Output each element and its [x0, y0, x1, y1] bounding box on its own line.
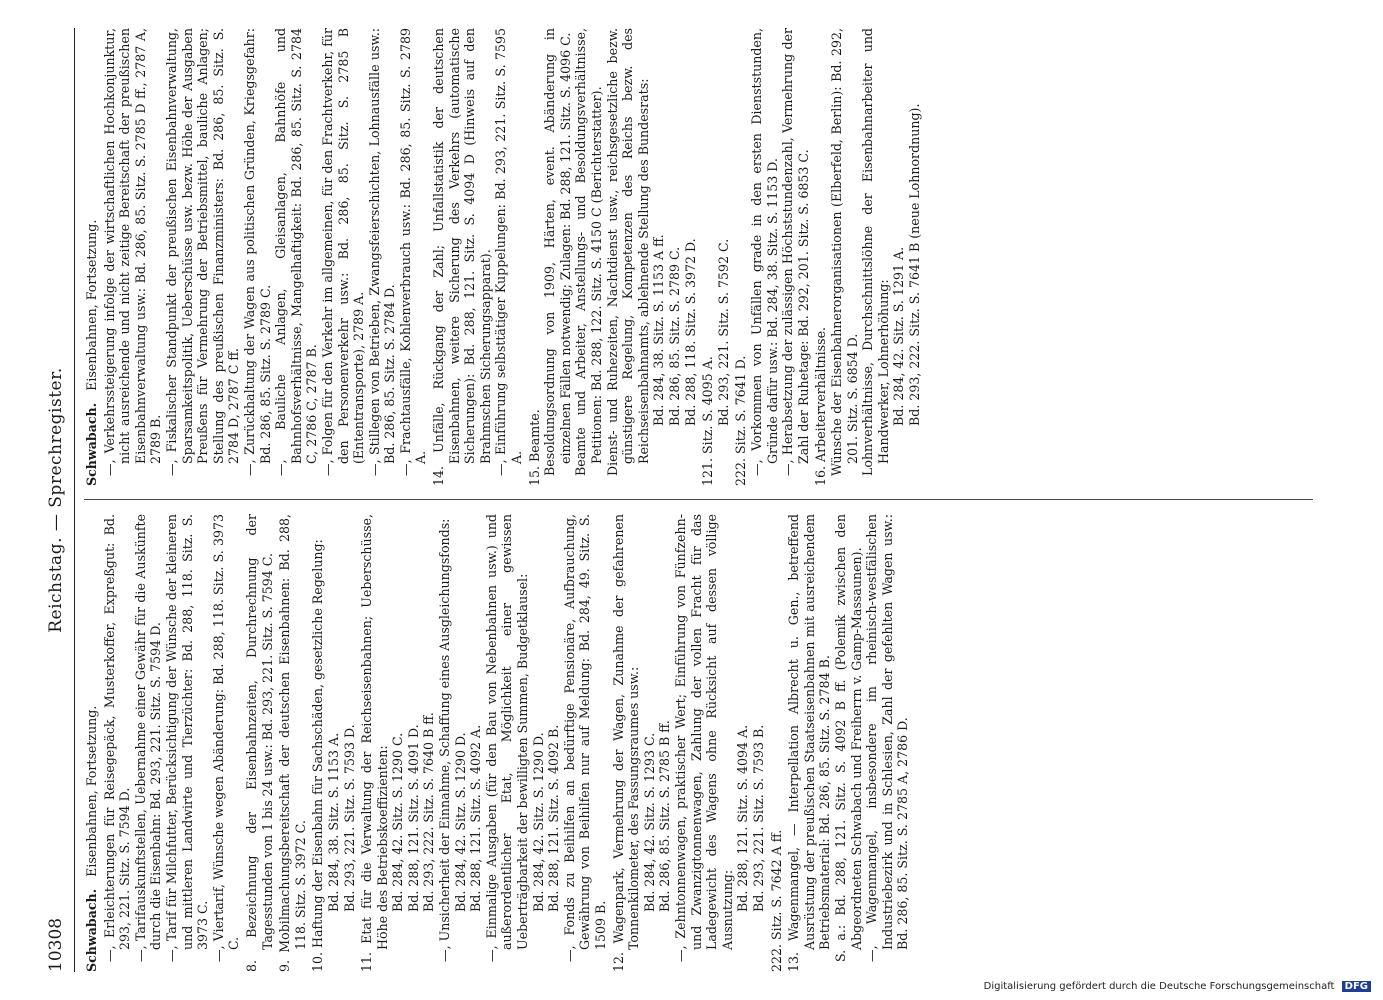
register-entry: Bd. 284, 38. Sitz. S. 1153 A ff.: [651, 234, 667, 426]
right-head-title: Eisenbahnen, Fortsetzung.: [84, 219, 99, 391]
register-entry: 14. Unfälle, Rückgang der Zahl; Unfallstatistik der deutschen Eisenbahnen, weitere Sicherung des Verkehrs (automatische Sicherungen): Bd. 288, 121. Sitz. S. 4094 D (Hinweis auf den Brahmschen Sicherungsapparat).: [431, 28, 493, 486]
register-entry: Bd. 286, 85. Sitz. S. 2785 B ff.: [657, 720, 673, 912]
register-entry: —, Wagenmangel, insbesondere im rheinisch-westfälischen Industriebezirk und in Schlesien, Zahl der gefehlten Wagen usw.: Bd. 286, 85. Sitz. S. 2785 A, 2786 D.: [864, 514, 911, 962]
register-entry: —, Bauliche Anlagen, Gleisanlagen, Bahnhöfe und Bahnhofsverhältnisse, Mangelhaftigkeit: Bd. 286, 85. Sitz. S. 2784 C, 2786 C, 2787 B.: [273, 28, 320, 476]
register-entry: 10. Haftung der Eisenbahn für Sachschäden, gesetzliche Regelung:: [310, 539, 326, 972]
right-entries: [102, 28, 923, 486]
right-column-head: [84, 28, 100, 486]
register-entry: Bd. 284, 42. Sitz. S. 1290 D.: [530, 732, 546, 912]
register-entry: Lohnverhältnisse, Durchschnittslöhne der Eisenbahnarbeiter und Handwerker, Lohnerhöhung:: [860, 28, 891, 476]
register-entry: Bd. 288, 121. Sitz. S. 4094 A.: [735, 724, 751, 912]
register-entry: 222. Sitz. S. 7641 D.: [733, 355, 749, 486]
right-column: [84, 28, 922, 486]
right-head-keyword: Schwabach.: [84, 402, 99, 486]
header-rule: [74, 28, 75, 972]
register-entry: —, Tarifauskunftstellen, Uebernahme einer Gewähr für die Auskünfte durch die Eisenbahn: Bd. 293, 221. Sitz. S. 7594 D.: [132, 514, 164, 962]
register-entry: Bd. 293, 222. Sitz. S. 7640 B ff.: [421, 712, 437, 912]
register-entry: Bd. 284, 42. Sitz. S. 1291 A.: [891, 246, 907, 426]
left-entries: [102, 514, 911, 972]
register-entry: —, Einführung selbsttätiger Kuppelungen: Bd. 293, 221. Sitz. S. 7595 A.: [493, 28, 525, 476]
register-entry: —, Einmalige Ausgaben (für den Bau von Nebenbahnen usw.) und außerordentlicher Etat, Möglichkeit einer gewissen Ueberträgbarkeit der bewilligten Summen, Budgetklausel:: [483, 514, 531, 962]
register-entry: —, Fiskalischer Standpunkt der preußischen Eisenbahnverwaltung, Sparsamkeitspolitik, Ueberschüsse usw. bezw. Höhe der Ausgaben Preußens für Vermehrung der Betriebsmittel, bauliche Anlagen; Stellung des preußischen Finanzministers: Bd. 286, 85. Sitz. S. 2784 D, 2787 C ff.: [163, 28, 242, 476]
register-entry: Besoldungsordnung von 1909, Härten, event. Abänderung in einzelnen Fällen notwendig; Zulagen: Bd. 288, 121. Sitz. S. 4096 C.: [542, 28, 573, 476]
register-entry: Bd. 293, 222. Sitz. S. 7641 B (neue Lohnordnung).: [906, 103, 922, 426]
register-entry: —, Unsicherheit der Einnahme, Schaffung eines Ausgleichungsfonds:: [437, 518, 453, 962]
register-entry: 222. Sitz. S. 7642 A ff.: [768, 829, 784, 972]
register-entry: Bd. 288, 121. Sitz. S. 4092 A.: [468, 724, 484, 912]
register-entry: 121. Sitz. S. 4095 A.: [700, 356, 716, 486]
register-entry: Bd. 293, 221. Sitz. S. 7593 D.: [341, 724, 357, 912]
register-entry: —, Frachtausfälle, Kohlenverbrauch usw.: Bd. 286, 85. Sitz. S. 2789 A.: [397, 28, 429, 476]
register-entry: Bd. 288, 121. Sitz. S. 4092 B.: [546, 724, 562, 912]
left-column-head: [84, 514, 100, 972]
register-entry: 12. Wagenpark, Vermehrung der Wagen, Zunahme der gefahrenen Tonnenkilometer, des Fassungsraumes usw.:: [610, 514, 642, 972]
register-entry: Bd. 286, 85. Sitz. S. 2789 C.: [666, 246, 682, 426]
register-entry: —, Stillegen von Betrieben, Zwangsfeierschichten, Lohnausfälle usw.: Bd. 286, 85. Sitz. S. 2784 D.: [366, 28, 398, 476]
register-entry: 13. Wagenmangel, — Interpellation Albrecht u. Gen., betreffend Ausrüstung der preußischen Staatseisenbahnen mit ausreichendem Betriebsmaterial: Bd. 286, 85. Sitz. S. 2784 B.: [786, 514, 833, 972]
left-column: [84, 514, 911, 972]
register-entry: 11. Etat für die Verwaltung der Reichseisenbahnen; Ueberschüsse, Höhe des Betriebskoeffizienten:: [359, 514, 390, 972]
register-entry: —, Vorkommen von Unfällen grade in den ersten Dienststunden, Gründe dafür usw.: Bd. 284, 38. Sitz. S. 1153 D.: [748, 28, 780, 476]
left-head-keyword: Schwabach.: [84, 888, 99, 972]
digitization-credit: [984, 981, 1371, 992]
column-divider: [84, 499, 1313, 500]
running-title: Reichstag. — Sprechregister.: [46, 367, 66, 633]
register-entry: 8. Bezeichnung der Eisenbahnzeiten, Durchrechnung der Tagesstunden von 1 bis 24 usw.: Bd. 293, 221. Sitz. S. 7594 C.: [243, 514, 275, 972]
running-head: [46, 28, 70, 972]
register-entry: —, Verkehrssteigerung infolge der wirtschaftlichen Hochkonjunktur, nicht ausreichende und nicht zeitige Bereitschaft der preußischen Eisenbahnverwaltung usw.: Bd. 286, 85. Sitz. S. 2785 D ff., 2787 A, 2789 B.: [101, 28, 164, 476]
credit-text: Digitalisierung gefördert durch die Deutsche Forschungsgemeinschaft: [983, 981, 1335, 992]
register-entry: Bd. 293, 221. Sitz. S. 7593 B.: [750, 724, 766, 912]
register-entry: Bd. 288, 121. Sitz. S. 4091 D.: [405, 724, 421, 912]
register-entry: S. a.: Bd. 288, 121. Sitz. S. 4092 B ff. (Polemik zwischen den Abgeordneten Schwabach und Freiherrn v. Gamp-Massaunen).: [832, 514, 864, 962]
register-entry: 9. Mobilmachungsbereitschaft der deutschen Eisenbahnen: Bd. 288, 118. Sitz. S. 3972 C.: [277, 514, 308, 972]
register-entry: —, Zurückhaltung der Wagen aus politischen Gründen, Kriegsgefahr: Bd. 286, 85. Sitz. S. 2789 C.: [241, 28, 273, 476]
register-entry: —, Zehntonnenwagen, praktischer Wert; Einführung von Fünfzehn- und Zwanzigtonnenwagen, Zahlung der vollen Fracht für das Ladegewicht des Wagens ohne Rücksicht auf dessen völlige Ausnutzung:: [672, 514, 735, 962]
register-entry: Bd. 284, 38. Sitz. S. 1153 A.: [325, 732, 341, 912]
register-entry: —, Folgen für den Verkehr im allgemeinen, für den Frachtverkehr, für den Personenverkehr usw.: Bd. 286, 85. Sitz. S. 2785 B (Ententransporte), 2789 A.: [319, 28, 367, 476]
register-entry: Wünsche der Eisenbahnerorganisationen (Elberfeld, Berlin): Bd. 292, 201. Sitz. S. 6854 D.: [828, 28, 860, 476]
register-entry: —, Tarif für Milchfutter, Berücksichtigung der Wünsche der kleineren und mittleren Landwirte und Tierzüchter: Bd. 288, 118. Sitz. S. 3973 C.: [163, 514, 211, 962]
left-head-title: Eisenbahnen, Fortsetzung.: [84, 705, 99, 877]
register-entry: 16. Arbeiterverhältnisse.: [813, 326, 829, 486]
register-entry: Dienst- und Ruhezeiten, Nachtdienst usw., reichsgesetzliche bezw. günstigere Regelung, Kompetenzen des Reichs bezw. des Reichseisenbahnamts, ablehnende Stellung des Bundesrats:: [604, 28, 651, 476]
register-entry: Bd. 293, 221. Sitz. S. 7592 C.: [715, 238, 731, 426]
register-entry: —, Herabsetzung der zulässigen Höchststundenzahl, Vermehrung der Zahl der Ruhetage: Bd. 292, 201. Sitz. S. 6853 C.: [780, 28, 811, 476]
register-entry: —, Erleichterungen für Reisegepäck, Musterkoffer, Expreßgut: Bd. 293, 221. Sitz. S. 7594 D.: [101, 514, 133, 962]
register-entry: —, Viertarif, Wünsche wegen Abänderung: Bd. 288, 118. Sitz. S. 3973 C.: [210, 514, 242, 962]
register-entry: Bd. 284, 42. Sitz. S. 1290 D.: [452, 732, 468, 912]
register-entry: Beamte und Arbeiter, Anstellungs- und Besoldungsverhältnisse, Petitionen: Bd. 288, 122. Sitz. S. 4150 C (Berichterstatter).: [573, 28, 604, 476]
register-entry: Bd. 284, 42. Sitz. S. 1290 C.: [390, 732, 406, 912]
register-entry: Bd. 284, 42. Sitz. S. 1293 C.: [641, 732, 657, 912]
register-entry: Bd. 288, 118. Sitz. S. 3972 D.: [682, 238, 698, 426]
page-number: 10308: [46, 917, 66, 972]
dfg-logo: DFG: [1342, 981, 1371, 992]
register-entry: 15. Beamte.: [526, 409, 542, 486]
register-entry: —, Fonds zu Beihilfen an bedürftige Pensionäre, Aufbrauchung, Gewährung von Beihilfen nur auf Meldung: Bd. 284, 49. Sitz. S. 1509 B.: [561, 514, 608, 962]
